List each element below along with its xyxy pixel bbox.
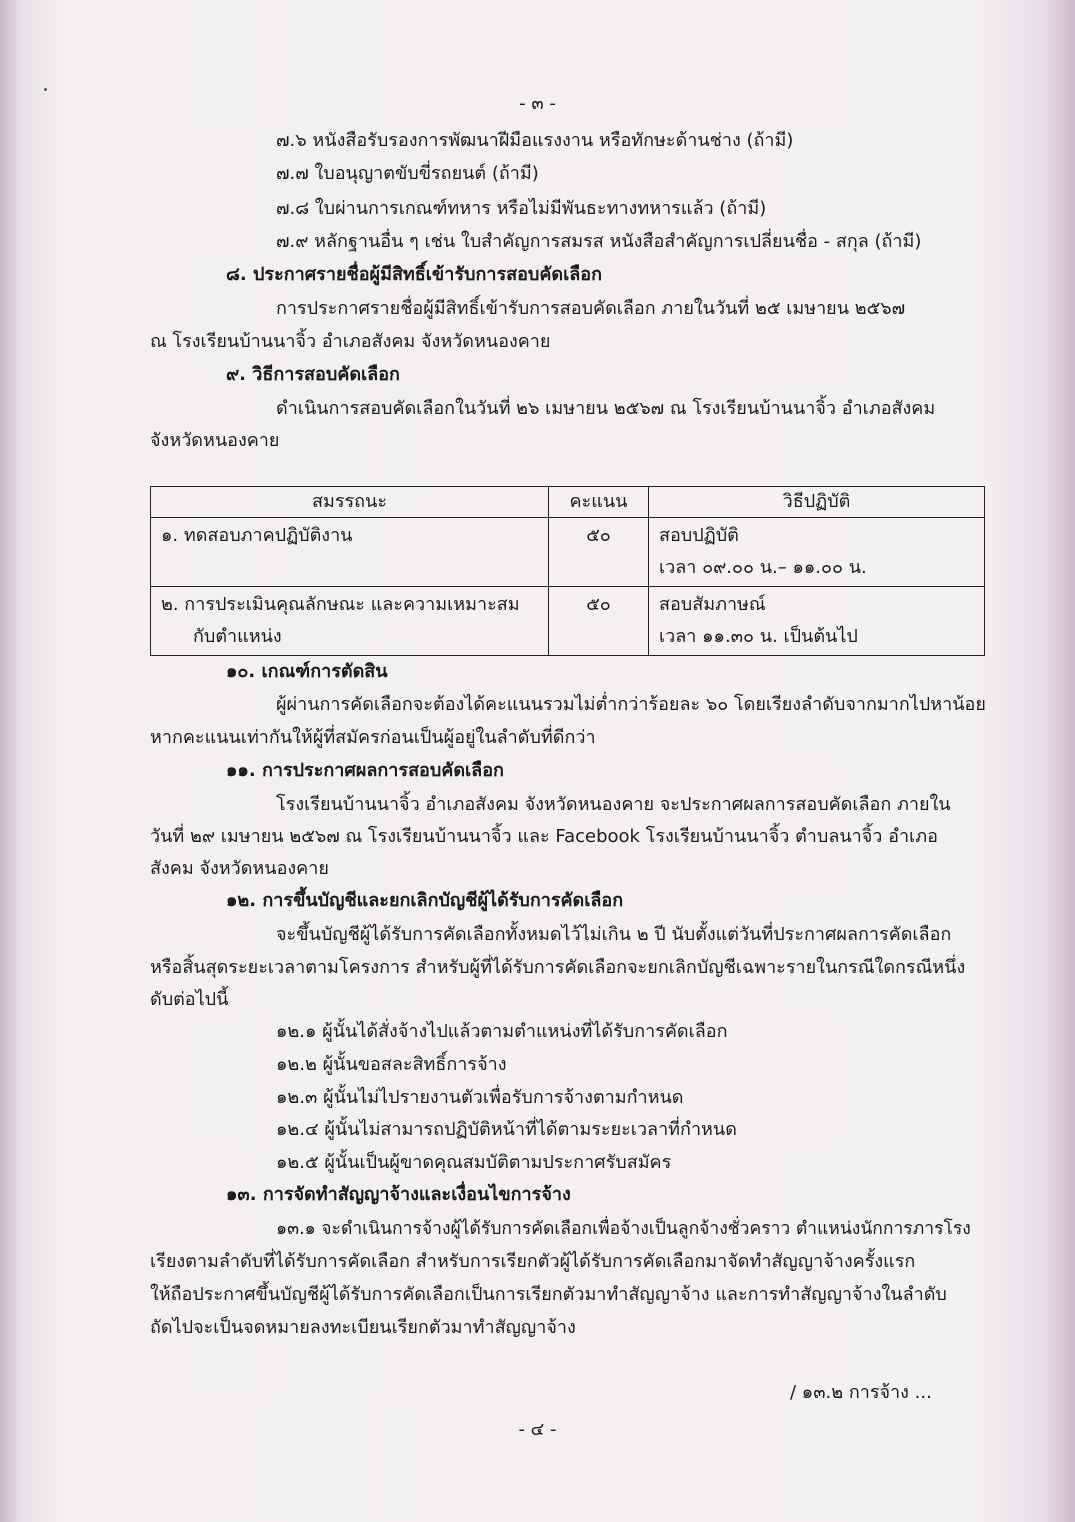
section-9-line: ดำเนินการสอบคัดเลือกในวันที่ ๒๖ เมษายน ๒๕๖๗ ณ โรงเรียนบ้านนาจิ้ว อำเภอสังคม <box>276 398 936 419</box>
page-number-top: - ๓ - <box>519 93 556 114</box>
section-13-line: เรียงตามลำดับที่ได้รับการคัดเลือก สำหรับการเรียกตัวผู้ได้รับการคัดเลือกมาจัดทำสัญญาจ้างครั้งแรก <box>150 1251 916 1272</box>
table-header: วิธีปฏิบัติ <box>649 487 985 518</box>
section-13-heading: ๑๓. การจัดทำสัญญาจ้างและเงื่อนไขการจ้าง <box>226 1184 571 1205</box>
page-number-bottom: - ๔ - <box>518 1419 557 1440</box>
doc-item: ๗.๙ หลักฐานอื่น ๆ เช่น ใบสำคัญการสมรส หนังสือสำคัญการเปลี่ยนชื่อ - สกุล (ถ้ามี) <box>276 231 922 252</box>
continuation-note: / ๑๓.๒ การจ้าง ... <box>790 1382 932 1403</box>
method-cell <box>649 587 985 656</box>
doc-item: ๗.๗ ใบอนุญาตขับขี่รถยนต์ (ถ้ามี) <box>276 163 539 184</box>
section-11-line: วันที่ ๒๙ เมษายน ๒๕๖๗ ณ โรงเรียนบ้านนาจิ้ว และ Facebook โรงเรียนบ้านนาจิ้ว ตำบลนาจิ้ว อำเภอ <box>150 826 938 847</box>
section-10-line: ผู้ผ่านการคัดเลือกจะต้องได้คะแนนรวมไม่ต่ำกว่าร้อยละ ๖๐ โดยเรียงลำดับจากมากไปหาน้อย <box>276 694 986 715</box>
section-12-item: ๑๒.๒ ผู้นั้นขอสละสิทธิ์การจ้าง <box>276 1054 507 1075</box>
method-time: เวลา ๑๑.๓๐ น. เป็นต้นไป <box>659 626 858 647</box>
section-13-line: ๑๓.๑ จะดำเนินการจ้างผู้ได้รับการคัดเลือกเพื่อจ้างเป็นลูกจ้างชั่วคราว ตำแหน่งนักการภารโรง <box>276 1219 971 1239</box>
competency-cell <box>151 518 549 587</box>
doc-item: ๗.๘ ใบผ่านการเกณฑ์ทหาร หรือไม่มีพันธะทางทหารแล้ว (ถ้ามี) <box>276 198 767 219</box>
table-header-row <box>151 487 985 518</box>
section-12-item: ๑๒.๑ ผู้นั้นได้สั่งจ้างไปแล้วตามตำแหน่งที่ได้รับการคัดเลือก <box>276 1021 728 1042</box>
section-13-line: ให้ถือประกาศขึ้นบัญชีผู้ได้รับการคัดเลือกเป็นการเรียกตัวมาทำสัญญาจ้าง และการทำสัญญาจ้างในลำดับ <box>150 1284 947 1305</box>
section-8-line: การประกาศรายชื่อผู้มีสิทธิ์เข้ารับการสอบคัดเลือก ภายในวันที่ ๒๕ เมษายน ๒๕๖๗ <box>276 298 906 319</box>
section-9-heading: ๙. วิธีการสอบคัดเลือก <box>226 364 400 385</box>
section-12-item: ๑๒.๔ ผู้นั้นไม่สามารถปฏิบัติหน้าที่ได้ตามระยะเวลาที่กำหนด <box>276 1119 737 1140</box>
section-10-heading: ๑๐. เกณฑ์การตัดสิน <box>226 661 388 682</box>
section-10-line: หากคะแนนเท่ากันให้ผู้ที่สมัครก่อนเป็นผู้อยู่ในลำดับที่ดีกว่า <box>150 727 596 748</box>
section-8-line: ณ โรงเรียนบ้านนาจิ้ว อำเภอสังคม จังหวัดหนองคาย <box>150 331 551 352</box>
section-13-line: ถัดไปจะเป็นจดหมายลงทะเบียนเรียกตัวมาทำสัญญาจ้าง <box>150 1317 576 1338</box>
section-12-line: จะขึ้นบัญชีผู้ได้รับการคัดเลือกทั้งหมดไว้ไม่เกิน ๒ ปี นับตั้งแต่วันที่ประกาศผลการคัดเลือก <box>276 924 952 945</box>
score-cell: ๕๐ <box>549 518 649 587</box>
method-time: เวลา ๐๙.๐๐ น.– ๑๑.๐๐ น. <box>659 557 867 578</box>
score-cell: ๕๐ <box>549 587 649 656</box>
method-text: สอบสัมภาษณ์ <box>659 594 766 615</box>
section-9-line: จังหวัดหนองคาย <box>150 430 280 451</box>
table-row <box>151 587 985 656</box>
table-header: คะแนน <box>549 487 649 518</box>
section-8-heading: ๘. ประกาศรายชื่อผู้มีสิทธิ์เข้ารับการสอบคัดเลือก <box>226 264 602 285</box>
competency-text <box>161 552 538 584</box>
section-11-heading: ๑๑. การประกาศผลการสอบคัดเลือก <box>226 760 504 781</box>
table-row <box>151 518 985 587</box>
section-12-item: ๑๒.๓ ผู้นั้นไม่ไปรายงานตัวเพื่อรับการจ้างตามกำหนด <box>276 1087 684 1108</box>
table-header: สมรรถนะ <box>151 487 549 518</box>
section-12-line: หรือสิ้นสุดระยะเวลาตามโครงการ สำหรับผู้ที่ได้รับการคัดเลือกจะยกเลิกบัญชีเฉพาะรายในกรณีใดกรณีหนึ่ง <box>150 957 966 978</box>
section-11-line: สังคม จังหวัดหนองคาย <box>150 858 329 879</box>
section-11-line: โรงเรียนบ้านนาจิ้ว อำเภอสังคม จังหวัดหนองคาย จะประกาศผลการสอบคัดเลือก ภายใน <box>276 794 951 815</box>
section-12-heading: ๑๒. การขึ้นบัญชีและยกเลิกบัญชีผู้ได้รับการคัดเลือก <box>226 890 624 911</box>
competency-text: ๑. ทดสอบภาคปฏิบัติงาน <box>161 525 353 546</box>
competency-table <box>150 486 985 656</box>
competency-text: กับตำแหน่ง <box>193 626 282 647</box>
method-text: สอบปฏิบัติ <box>659 525 739 546</box>
doc-item: ๗.๖ หนังสือรับรองการพัฒนาฝีมือแรงงาน หรือทักษะด้านช่าง (ถ้ามี) <box>276 130 794 151</box>
section-12-line: ดับต่อไปนี้ <box>150 989 229 1010</box>
competency-text: ๒. การประเมินคุณลักษณะ และความเหมาะสม <box>161 594 520 615</box>
section-12-item: ๑๒.๕ ผู้นั้นเป็นผู้ขาดคุณสมบัติตามประกาศรับสมัคร <box>276 1152 672 1173</box>
competency-cell <box>151 587 549 656</box>
method-cell <box>649 518 985 587</box>
